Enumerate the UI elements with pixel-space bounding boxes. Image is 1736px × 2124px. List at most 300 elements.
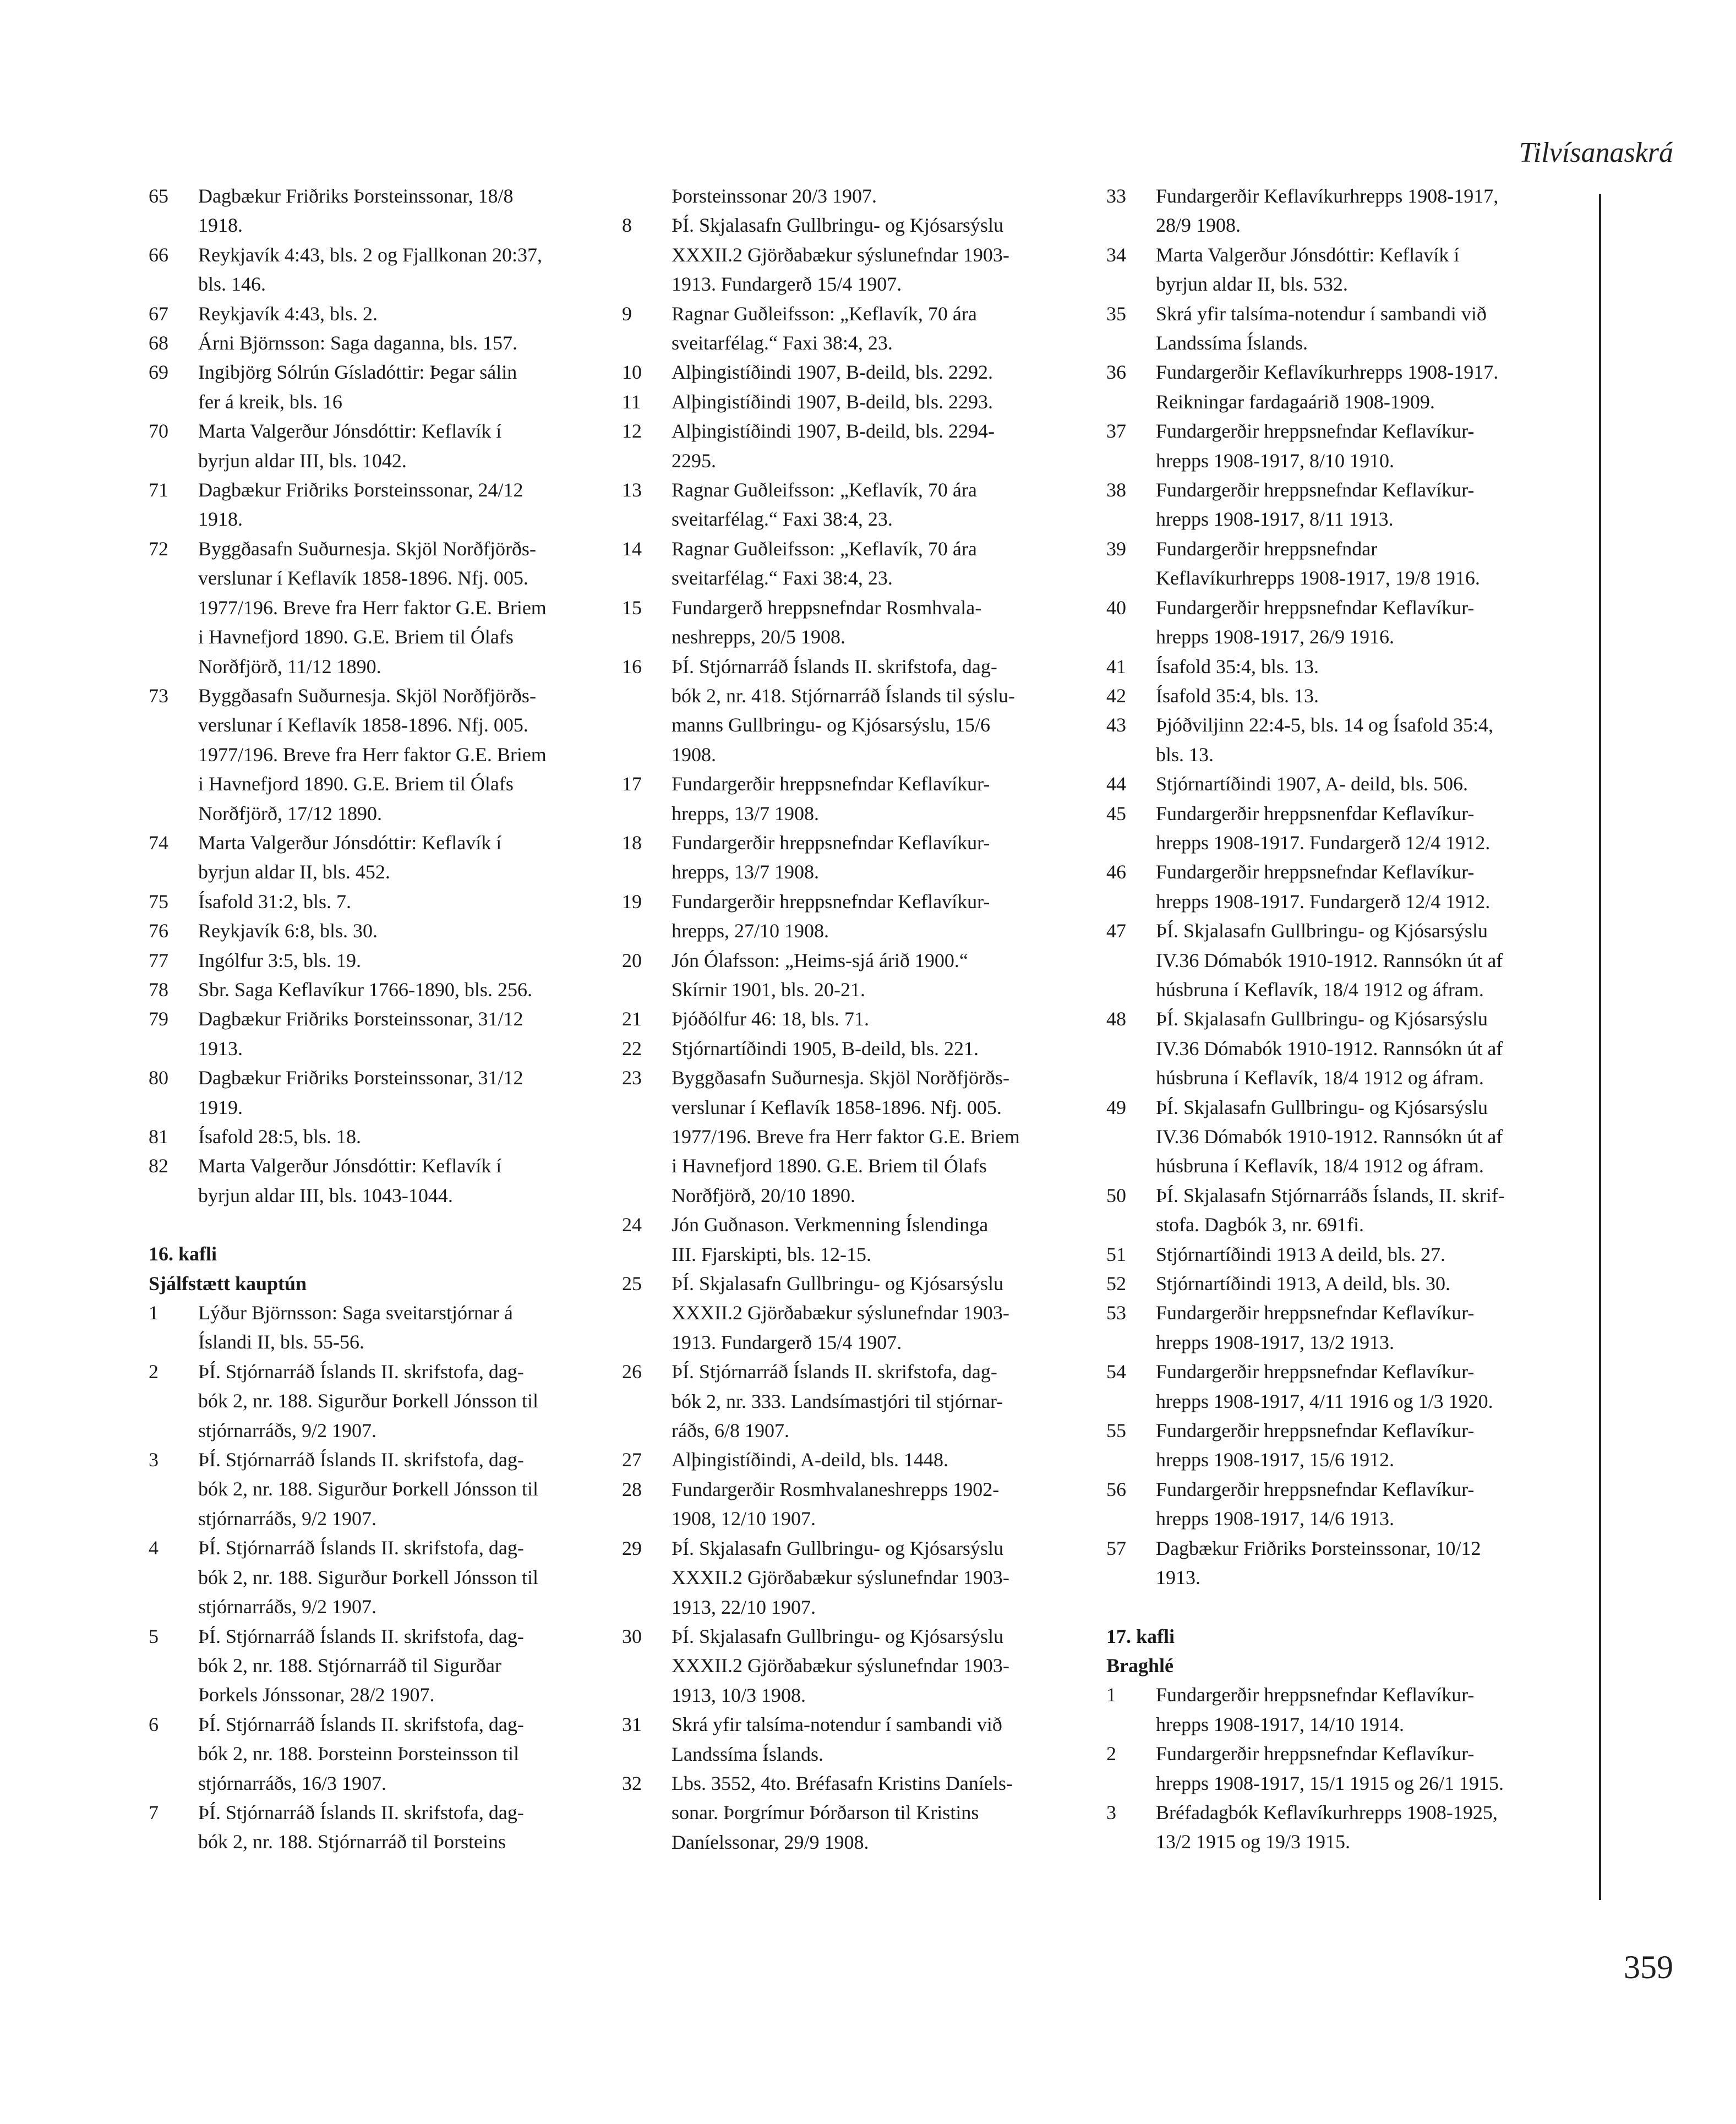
entry-list — [149, 1298, 605, 1857]
reference-line: Dagbækur Friðriks Þorsteinssonar, 31/12 — [198, 1008, 523, 1030]
reference-number: 9 — [622, 302, 632, 325]
reference-text — [672, 769, 1079, 828]
reference-line: stjórnarráðs, 9/2 1907. — [198, 1419, 376, 1442]
reference-text — [1156, 534, 1571, 593]
reference-line: verslunar í Keflavík 1858-1896. Nfj. 005. — [672, 1096, 1002, 1118]
reference-entry — [149, 1445, 605, 1533]
reference-text — [198, 182, 605, 241]
reference-text — [1156, 769, 1571, 799]
reference-line: ÞÍ. Skjalasafn Gullbringu- og Kjósarsýslu — [1156, 1096, 1488, 1118]
reference-line: stjórnarráðs, 9/2 1907. — [198, 1596, 376, 1618]
reference-line: bók 2, nr. 188. Þorsteinn Þorsteinsson til — [198, 1743, 520, 1765]
reference-number: 71 — [149, 479, 168, 501]
entry-list — [622, 182, 1079, 1857]
reference-number: 47 — [1106, 920, 1126, 942]
reference-number: 1 — [149, 1302, 159, 1324]
reference-number: 73 — [149, 684, 168, 707]
reference-line: bók 2, nr. 188. Stjórnarráð til Sigurðar — [198, 1654, 501, 1677]
reference-line: Marta Valgerður Jónsdóttir: Keflavík í — [1156, 243, 1460, 266]
reference-text — [1156, 1798, 1571, 1857]
reference-line: hrepps 1908-1917, 15/1 1915 og 26/1 1915. — [1156, 1772, 1504, 1794]
reference-line: ÞÍ. Stjórnarráð Íslands II. skrifstofa, dag- — [672, 655, 997, 678]
reference-entry — [149, 1622, 605, 1710]
reference-line: ÞÍ. Stjórnarráð Íslands II. skrifstofa, dag- — [198, 1625, 524, 1647]
reference-line: húsbruna í Keflavík, 18/4 1912 og áfram. — [1156, 1155, 1484, 1177]
reference-text — [198, 828, 605, 887]
reference-line: Norðfjörð, 17/12 1890. — [198, 802, 382, 825]
reference-text — [198, 299, 605, 329]
reference-line: 2295. — [672, 449, 716, 472]
reference-text — [1156, 916, 1571, 1004]
reference-text — [198, 975, 605, 1004]
reference-number: 45 — [1106, 802, 1126, 825]
reference-text — [1156, 241, 1571, 299]
reference-entry — [1106, 299, 1571, 358]
reference-entry — [1106, 534, 1571, 593]
reference-line: bók 2, nr. 188. Stjórnarráð til Þorsteins — [198, 1831, 506, 1853]
reference-line: i Havnefjord 1890. G.E. Briem til Ólafs — [672, 1155, 987, 1177]
reference-text — [198, 1151, 605, 1210]
reference-line: Dagbækur Friðriks Þorsteinssonar, 18/8 — [198, 185, 514, 207]
reference-line: ÞÍ. Stjórnarráð Íslands II. skrifstofa, dag- — [198, 1801, 524, 1823]
reference-line: Reykjavík 6:8, bls. 30. — [198, 920, 378, 942]
reference-text — [672, 1269, 1079, 1357]
reference-line: Fundargerðir hreppsnefndar Keflavíkur- — [1156, 1302, 1475, 1324]
reference-number: 28 — [622, 1478, 642, 1500]
reference-line: hrepps 1908-1917, 26/9 1916. — [1156, 626, 1394, 648]
reference-number: 77 — [149, 949, 168, 971]
reference-line: ÞÍ. Skjalasafn Gullbringu- og Kjósarsýslu — [1156, 1008, 1488, 1030]
reference-number: 39 — [1106, 537, 1126, 560]
reference-line: Fundargerðir hreppsnefndar Keflavíkur- — [672, 773, 990, 795]
reference-line: IV.36 Dómabók 1910-1912. Rannsókn út af — [1156, 1037, 1503, 1060]
reference-number: 38 — [1106, 479, 1126, 501]
reference-line: verslunar í Keflavík 1858-1896. Nfj. 005. — [198, 714, 528, 736]
reference-number: 13 — [622, 479, 642, 501]
reference-line: IV.36 Dómabók 1910-1912. Rannsókn út af — [1156, 1126, 1503, 1148]
column-2 — [622, 182, 1079, 1857]
reference-line: Dagbækur Friðriks Þorsteinssonar, 31/12 — [198, 1067, 523, 1089]
reference-number: 65 — [149, 185, 168, 207]
reference-line: i Havnefjord 1890. G.E. Briem til Ólafs — [198, 626, 514, 648]
reference-text — [1156, 593, 1571, 652]
reference-entry — [149, 241, 605, 299]
reference-line: Ragnar Guðleifsson: „Keflavík, 70 ára — [672, 479, 977, 501]
reference-number: 25 — [622, 1273, 642, 1295]
reference-entry — [1106, 1093, 1571, 1181]
reference-entry — [622, 476, 1079, 534]
reference-entry — [1106, 769, 1571, 799]
reference-number: 41 — [1106, 655, 1126, 678]
reference-number: 3 — [1106, 1801, 1116, 1823]
page-number: 359 — [1624, 1949, 1673, 1985]
reference-entry — [622, 1622, 1079, 1710]
reference-text — [1156, 681, 1571, 711]
reference-entry — [149, 1357, 605, 1445]
reference-line: Landssíma Íslands. — [1156, 332, 1308, 354]
reference-entry — [622, 1475, 1079, 1534]
reference-entry — [622, 946, 1079, 1005]
reference-text — [198, 329, 605, 358]
reference-text — [198, 1357, 605, 1445]
running-header: Tilvísanaskrá — [1519, 137, 1673, 168]
reference-line: Ragnar Guðleifsson: „Keflavík, 70 ára — [672, 537, 977, 560]
reference-text — [198, 241, 605, 299]
reference-text — [1156, 417, 1571, 476]
reference-line: IV.36 Dómabók 1910-1912. Rannsókn út af — [1156, 949, 1503, 971]
reference-number: 4 — [149, 1537, 159, 1559]
reference-text — [672, 1710, 1079, 1769]
reference-line: Stjórnartíðindi 1913 A deild, bls. 27. — [1156, 1243, 1446, 1265]
reference-number: 3 — [149, 1449, 159, 1471]
reference-line: Keflavíkurhrepps 1908-1917, 19/8 1916. — [1156, 567, 1480, 589]
reference-text — [672, 417, 1079, 476]
reference-number: 46 — [1106, 861, 1126, 883]
reference-entry — [1106, 1475, 1571, 1534]
reference-entry — [149, 534, 605, 681]
reference-number: 35 — [1106, 302, 1126, 325]
reference-line: byrjun aldar III, bls. 1043-1044. — [198, 1184, 453, 1206]
reference-number: 6 — [149, 1713, 159, 1735]
reference-line: byrjun aldar II, bls. 532. — [1156, 273, 1348, 296]
reference-entry — [1106, 182, 1571, 241]
reference-number: 17 — [622, 773, 642, 795]
reference-text — [198, 1122, 605, 1151]
reference-line: Marta Valgerður Jónsdóttir: Keflavík í — [198, 831, 502, 854]
reference-text — [672, 1769, 1079, 1857]
reference-line: 1908. — [672, 743, 716, 766]
reference-number: 44 — [1106, 773, 1126, 795]
reference-entry — [1106, 1739, 1571, 1798]
reference-line: Reykjavík 4:43, bls. 2 og Fjallkonan 20:37, — [198, 243, 542, 266]
column-3 — [1106, 182, 1571, 1857]
reference-line: Þorsteinssonar 20/3 1907. — [672, 185, 877, 207]
reference-line: bók 2, nr. 418. Stjórnarráð Íslands til sýslu- — [672, 684, 1015, 707]
reference-line: Fundargerðir hreppsnefndar Keflavíkur- — [1156, 420, 1475, 443]
reference-number: 10 — [622, 361, 642, 384]
reference-number: 52 — [1106, 1273, 1126, 1295]
reference-line: 1913. — [1156, 1566, 1200, 1589]
reference-line: Norðfjörð, 20/10 1890. — [672, 1184, 855, 1206]
reference-line: Skírnir 1901, bls. 20-21. — [672, 978, 866, 1001]
reference-number: 51 — [1106, 1243, 1126, 1265]
reference-line: bls. 146. — [198, 273, 266, 296]
reference-text — [672, 358, 1079, 387]
reference-number: 76 — [149, 920, 168, 942]
reference-entry — [622, 182, 1079, 211]
reference-line: ÞÍ. Skjalasafn Gullbringu- og Kjósarsýslu — [672, 1625, 1003, 1647]
reference-text — [672, 652, 1079, 770]
reference-text — [1156, 1004, 1571, 1093]
reference-text — [1156, 1357, 1571, 1416]
reference-line: Ísafold 35:4, bls. 13. — [1156, 655, 1319, 678]
reference-number: 21 — [622, 1008, 642, 1030]
reference-line: Fundargerðir hreppsnefndar Keflavíkur- — [1156, 1743, 1475, 1765]
reference-text — [672, 1034, 1079, 1063]
reference-line: hrepps 1908-1917, 8/10 1910. — [1156, 449, 1394, 472]
reference-line: 1918. — [198, 214, 243, 237]
reference-line: Byggðasafn Suðurnesja. Skjöl Norðfjörðs- — [672, 1067, 1009, 1089]
reference-line: stjórnarráðs, 16/3 1907. — [198, 1772, 386, 1794]
reference-line: Fundargerðir hreppsnefndar Keflavíkur- — [1156, 479, 1475, 501]
reference-entry — [1106, 358, 1571, 417]
reference-text — [672, 887, 1079, 946]
reference-text — [198, 476, 605, 534]
reference-line: Ísafold 31:2, bls. 7. — [198, 890, 351, 913]
reference-line: Ingibjörg Sólrún Gísladóttir: Þegar sálin — [198, 361, 517, 384]
reference-text — [672, 534, 1079, 593]
reference-text — [198, 887, 605, 916]
reference-text — [198, 1298, 605, 1357]
reference-line: verslunar í Keflavík 1858-1896. Nfj. 005. — [198, 567, 528, 589]
reference-text — [198, 1798, 605, 1857]
reference-entry — [149, 1298, 605, 1357]
reference-number: 14 — [622, 537, 642, 560]
reference-number: 26 — [622, 1361, 642, 1383]
reference-line: Lýður Björnsson: Saga sveitarstjórnar á — [198, 1302, 513, 1324]
reference-entry — [149, 1533, 605, 1621]
reference-text — [1156, 652, 1571, 681]
reference-text — [198, 1004, 605, 1063]
reference-entry — [149, 975, 605, 1004]
reference-text — [672, 211, 1079, 299]
reference-number: 75 — [149, 890, 168, 913]
reference-text — [198, 1445, 605, 1533]
reference-entry — [1106, 1534, 1571, 1593]
reference-entry — [622, 652, 1079, 770]
reference-entry — [149, 1798, 605, 1857]
reference-line: Alþingistíðindi, A-deild, bls. 1448. — [672, 1449, 949, 1471]
reference-number: 43 — [1106, 714, 1126, 736]
reference-text — [672, 1063, 1079, 1210]
reference-line: sveitarfélag.“ Faxi 38:4, 23. — [672, 508, 893, 531]
reference-line: hrepps, 13/7 1908. — [672, 861, 819, 883]
reference-entry — [622, 1210, 1079, 1269]
reference-number: 36 — [1106, 361, 1126, 384]
reference-line: Fundargerðir hreppsnefndar Keflavíkur- — [1156, 1361, 1475, 1383]
reference-line: Marta Valgerður Jónsdóttir: Keflavík í — [198, 1155, 502, 1177]
reference-number: 49 — [1106, 1096, 1126, 1118]
reference-number: 24 — [622, 1214, 642, 1236]
reference-entry — [1106, 1798, 1571, 1857]
reference-line: XXXII.2 Gjörðabækur sýslunefndar 1903- — [672, 1655, 1009, 1677]
reference-line: hrepps, 13/7 1908. — [672, 802, 819, 825]
reference-line: ÞÍ. Stjórnarráð Íslands II. skrifstofa, dag- — [198, 1537, 524, 1559]
reference-entry — [149, 417, 605, 476]
reference-entry — [622, 299, 1079, 358]
reference-line: Fundargerðir Keflavíkurhrepps 1908-1917, — [1156, 185, 1499, 207]
reference-line: Íslandi II, bls. 55-56. — [198, 1331, 364, 1353]
reference-text — [198, 1533, 605, 1621]
reference-line: Jón Ólafsson: „Heims-sjá árið 1900.“ — [672, 949, 968, 971]
reference-number: 54 — [1106, 1361, 1126, 1383]
reference-line: 1913. Fundargerð 15/4 1907. — [672, 273, 902, 296]
entry-list — [149, 182, 605, 1210]
reference-line: Marta Valgerður Jónsdóttir: Keflavík í — [198, 420, 502, 443]
reference-line: Dagbækur Friðriks Þorsteinssonar, 24/12 — [198, 479, 523, 501]
reference-entry — [1106, 1269, 1571, 1298]
reference-text — [198, 1710, 605, 1798]
reference-line: hrepps 1908-1917. Fundargerð 12/4 1912. — [1156, 890, 1491, 913]
reference-line: hrepps 1908-1917, 14/10 1914. — [1156, 1713, 1404, 1735]
reference-entry — [1106, 799, 1571, 858]
reference-line: Fundargerðir Keflavíkurhrepps 1908-1917. — [1156, 361, 1499, 384]
reference-line: 1913, 22/10 1907. — [672, 1596, 816, 1618]
reference-line: Alþingistíðindi 1907, B-deild, bls. 2293. — [672, 390, 993, 413]
reference-line: húsbruna í Keflavík, 18/4 1912 og áfram. — [1156, 1067, 1484, 1089]
reference-entry — [1106, 1357, 1571, 1416]
reference-text — [1156, 476, 1571, 534]
reference-entry — [622, 1357, 1079, 1445]
reference-line: sonar. Þorgrímur Þórðarson til Kristins — [672, 1801, 979, 1824]
reference-line: Fundargerðir hreppsnefndar Keflavíkur- — [672, 890, 990, 913]
reference-number: 30 — [622, 1625, 642, 1647]
reference-number: 40 — [1106, 596, 1126, 619]
reference-number: 29 — [622, 1537, 642, 1559]
reference-number: 55 — [1106, 1419, 1126, 1442]
reference-text — [1156, 1534, 1571, 1593]
reference-text — [672, 1445, 1079, 1475]
reference-number: 31 — [622, 1713, 642, 1736]
reference-line: Byggðasafn Suðurnesja. Skjöl Norðfjörðs- — [198, 684, 536, 707]
reference-line: Ísafold 28:5, bls. 18. — [198, 1126, 361, 1148]
reference-line: ráðs, 6/8 1907. — [672, 1419, 789, 1442]
reference-line: Árni Björnsson: Saga daganna, bls. 157. — [198, 332, 517, 354]
reference-line: Fundargerðir hreppsnefndar Keflavíkur- — [672, 831, 990, 854]
reference-number: 48 — [1106, 1008, 1126, 1030]
reference-number: 67 — [149, 302, 168, 325]
reference-text — [1156, 182, 1571, 241]
reference-entry — [1106, 1416, 1571, 1475]
reference-entry — [149, 1004, 605, 1063]
reference-entry — [622, 1534, 1079, 1622]
reference-text — [198, 1063, 605, 1122]
reference-line: Fundargerðir hreppsnefndar Keflavíkur- — [1156, 1684, 1475, 1706]
reference-text — [672, 476, 1079, 534]
reference-line: ÞÍ. Skjalasafn Gullbringu- og Kjósarsýslu — [672, 1537, 1003, 1559]
reference-line: ÞÍ. Skjalasafn Gullbringu- og Kjósarsýslu — [1156, 920, 1488, 942]
reference-line: bók 2, nr. 188. Sigurður Þorkell Jónsson til — [198, 1390, 539, 1412]
reference-number: 22 — [622, 1037, 642, 1060]
reference-line: bók 2, nr. 188. Sigurður Þorkell Jónsson til — [198, 1566, 539, 1588]
reference-number: 74 — [149, 831, 168, 854]
reference-line: Jón Guðnason. Verkmenning Íslendinga — [672, 1214, 989, 1236]
reference-number: 69 — [149, 361, 168, 384]
reference-entry — [1106, 476, 1571, 534]
reference-line: Skrá yfir talsíma-notendur í sambandi við — [1156, 302, 1487, 325]
reference-line: 28/9 1908. — [1156, 214, 1241, 237]
reference-line: stofa. Dagbók 3, nr. 691fi. — [1156, 1214, 1364, 1236]
reference-text — [672, 182, 1079, 211]
reference-line: Byggðasafn Suðurnesja. Skjöl Norðfjörðs- — [198, 537, 536, 560]
reference-number: 19 — [622, 890, 642, 913]
reference-line: 1977/196. Breve fra Herr faktor G.E. Briem — [198, 743, 547, 766]
reference-line: 1919. — [198, 1096, 243, 1118]
reference-entry — [1106, 652, 1571, 681]
reference-text — [672, 299, 1079, 358]
entry-list — [1106, 182, 1571, 1593]
column-1 — [149, 182, 605, 1857]
reference-line: 1913. Fundargerð 15/4 1907. — [672, 1331, 902, 1353]
reference-line: Stjórnartíðindi 1905, B-deild, bls. 221. — [672, 1037, 979, 1060]
reference-line: byrjun aldar III, bls. 1042. — [198, 449, 407, 472]
reference-entry — [149, 329, 605, 358]
reference-line: ÞÍ. Skjalasafn Stjórnarráðs Íslands, II. skrif- — [1156, 1184, 1505, 1206]
chapter-title: Braghlé — [1106, 1654, 1173, 1677]
reference-text — [1156, 1269, 1571, 1298]
reference-entry — [622, 593, 1079, 652]
reference-entry — [1106, 1004, 1571, 1093]
reference-line: Fundargerðir hreppsnefndar Keflavíkur- — [1156, 1419, 1475, 1442]
reference-line: Fundargerðir Rosmhvalaneshrepps 1902- — [672, 1478, 1000, 1500]
reference-entry — [149, 916, 605, 946]
chapter-title: Sjálfstætt kauptún — [149, 1272, 307, 1295]
reference-text — [672, 387, 1079, 417]
reference-line: ÞÍ. Stjórnarráð Íslands II. skrifstofa, dag- — [198, 1449, 524, 1471]
reference-line: ÞÍ. Skjalasafn Gullbringu- og Kjósarsýslu — [672, 1273, 1003, 1295]
reference-line: Ingólfur 3:5, bls. 19. — [198, 949, 361, 971]
reference-line: húsbruna í Keflavík, 18/4 1912 og áfram. — [1156, 978, 1484, 1001]
reference-entry — [1106, 916, 1571, 1004]
reference-line: 1918. — [198, 508, 243, 531]
reference-line: hrepps 1908-1917, 15/6 1912. — [1156, 1449, 1394, 1471]
reference-number: 79 — [149, 1008, 168, 1030]
reference-text — [672, 946, 1079, 1005]
reference-text — [1156, 1093, 1571, 1181]
reference-entry — [149, 1710, 605, 1798]
reference-line: manns Gullbringu- og Kjósarsýslu, 15/6 — [672, 714, 990, 736]
reference-text — [198, 946, 605, 975]
reference-text — [672, 1534, 1079, 1622]
reference-line: sveitarfélag.“ Faxi 38:4, 23. — [672, 332, 893, 354]
reference-entry — [149, 182, 605, 241]
reference-number: 15 — [622, 596, 642, 619]
reference-text — [1156, 1416, 1571, 1475]
reference-line: 1913, 10/3 1908. — [672, 1684, 806, 1706]
reference-line: Bréfadagbók Keflavíkurhrepps 1908-1925, — [1156, 1801, 1498, 1823]
reference-line: Reykjavík 4:43, bls. 2. — [198, 302, 378, 325]
reference-number: 34 — [1106, 243, 1126, 266]
reference-entry — [1106, 1680, 1571, 1739]
reference-number: 78 — [149, 978, 168, 1001]
reference-line: ÞÍ. Stjórnarráð Íslands II. skrifstofa, dag- — [198, 1713, 524, 1735]
reference-number: 80 — [149, 1067, 168, 1089]
reference-entry — [622, 358, 1079, 387]
reference-entry — [622, 1269, 1079, 1357]
reference-entry — [1106, 1240, 1571, 1269]
reference-text — [672, 593, 1079, 652]
reference-text — [1156, 299, 1571, 358]
reference-entry — [149, 1063, 605, 1122]
reference-line: sveitarfélag.“ Faxi 38:4, 23. — [672, 567, 893, 589]
reference-line: ÞÍ. Stjórnarráð Íslands II. skrifstofa, dag- — [198, 1360, 524, 1383]
reference-line: Þjóðviljinn 22:4-5, bls. 14 og Ísafold 35:4, — [1156, 714, 1494, 736]
reference-line: XXXII.2 Gjörðabækur sýslunefndar 1903- — [672, 243, 1009, 266]
reference-number: 16 — [622, 655, 642, 678]
reference-number: 12 — [622, 420, 642, 443]
reference-number: 5 — [149, 1625, 159, 1647]
reference-line: bls. 13. — [1156, 743, 1214, 766]
reference-entry — [1106, 241, 1571, 299]
reference-line: Fundargerðir hreppsnenfdar Keflavíkur- — [1156, 802, 1475, 825]
reference-line: Fundargerðir hreppsnefndar Keflavíkur- — [1156, 861, 1475, 883]
reference-number: 2 — [1106, 1743, 1116, 1765]
reference-text — [198, 916, 605, 946]
reference-line: hrepps 1908-1917, 4/11 1916 og 1/3 1920. — [1156, 1390, 1493, 1412]
reference-line: 1977/196. Breve fra Herr faktor G.E. Briem — [672, 1126, 1020, 1148]
reference-entry — [149, 476, 605, 534]
reference-number: 33 — [1106, 185, 1126, 207]
